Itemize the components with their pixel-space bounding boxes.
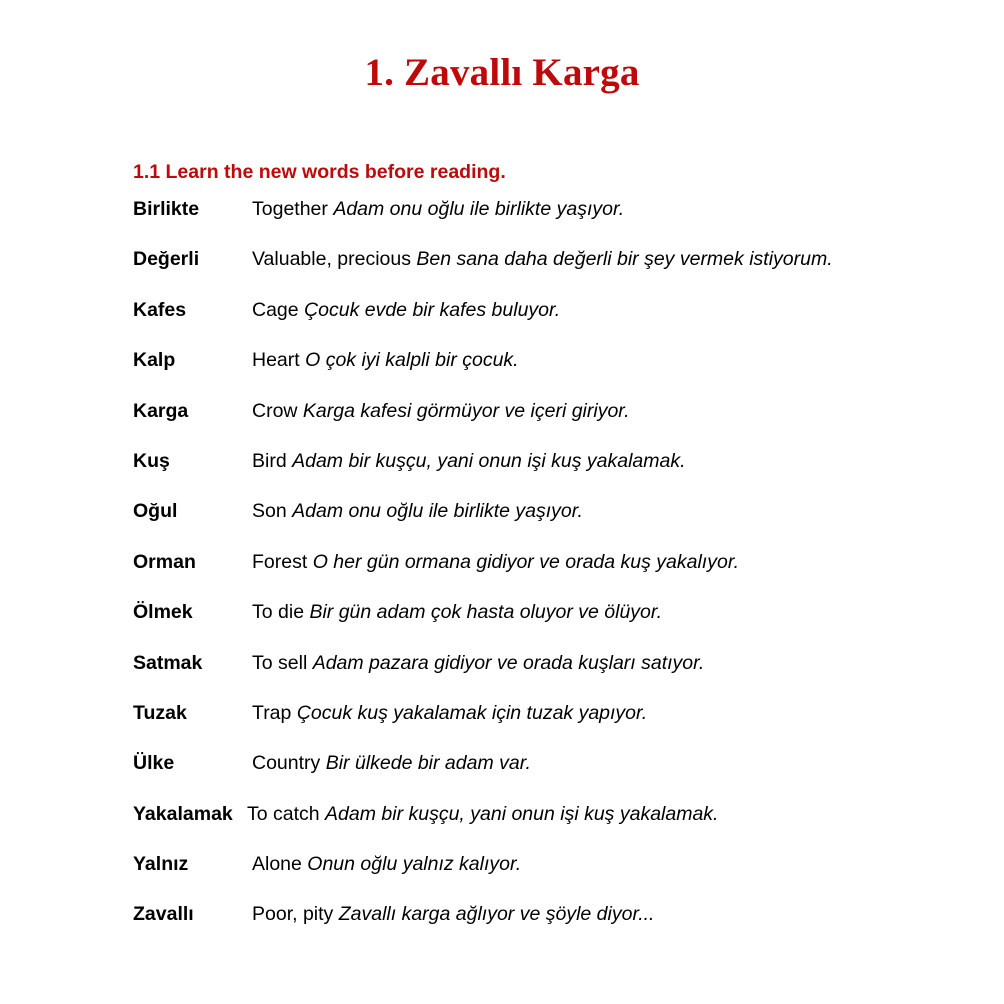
vocabulary-example-sentence: Çocuk evde bir kafes buluyor.: [304, 298, 561, 321]
vocabulary-gloss: To sell: [252, 651, 313, 674]
vocabulary-example-sentence: Adam onu oğlu ile birlikte yaşıyor.: [292, 500, 583, 523]
vocabulary-gloss: To catch: [247, 802, 326, 825]
vocabulary-example-sentence: Bir ülkede bir adam var.: [325, 752, 531, 775]
vocabulary-example-sentence: Çocuk kuş yakalamak için tuzak yapıyor.: [296, 701, 648, 724]
vocabulary-definition: [252, 549, 739, 575]
vocabulary-definition: [252, 599, 662, 625]
vocabulary-gloss: Valuable, precious: [252, 248, 417, 271]
vocabulary-row: [133, 398, 993, 448]
vocabulary-term: Orman: [133, 550, 196, 573]
vocabulary-term: Ülke: [133, 752, 175, 775]
vocabulary-example-sentence: Adam bir kuşçu, yani onun işi kuş yakalamak.: [292, 449, 686, 472]
vocabulary-term: Değerli: [133, 248, 200, 271]
vocabulary-definition: [252, 498, 583, 524]
vocabulary-term: Yalnız: [133, 853, 189, 876]
vocabulary-gloss: Crow: [252, 399, 303, 422]
vocabulary-definition: [252, 297, 560, 323]
vocabulary-definition: [252, 901, 654, 927]
vocabulary-list: [133, 196, 993, 952]
vocabulary-gloss: Alone: [252, 853, 308, 876]
vocabulary-row: [133, 599, 993, 649]
vocabulary-example-sentence: Ben sana daha değerli bir şey vermek istiyorum.: [416, 248, 833, 271]
vocabulary-term: Zavallı: [133, 903, 194, 926]
vocabulary-gloss: Bird: [252, 449, 293, 472]
vocabulary-term: Karga: [133, 399, 189, 422]
vocabulary-term: Satmak: [133, 651, 203, 674]
vocabulary-example-sentence: Adam bir kuşçu, yani onun işi kuş yakalamak.: [325, 802, 719, 825]
vocabulary-definition: [252, 448, 686, 474]
vocabulary-gloss: To die: [252, 601, 310, 624]
vocabulary-gloss: Forest: [252, 550, 313, 573]
section-heading: 1.1 Learn the new words before reading.: [133, 161, 506, 184]
vocabulary-row: [133, 448, 993, 498]
vocabulary-row: [133, 901, 993, 951]
vocabulary-row: [133, 801, 993, 851]
vocabulary-example-sentence: Adam pazara gidiyor ve orada kuşları satıyor.: [312, 651, 705, 674]
vocabulary-gloss: Together: [252, 198, 334, 220]
vocabulary-row: [133, 246, 993, 296]
vocabulary-definition: [247, 801, 718, 827]
vocabulary-term: Yakalamak: [133, 802, 233, 825]
vocabulary-gloss: Poor, pity: [252, 903, 339, 926]
vocabulary-term: Oğul: [133, 500, 178, 523]
vocabulary-gloss: Trap: [252, 701, 297, 724]
vocabulary-definition: [252, 700, 647, 726]
vocabulary-row: [133, 297, 993, 347]
page-title: 1. Zavallı Karga: [364, 51, 640, 95]
vocabulary-gloss: Country: [252, 752, 326, 775]
vocabulary-term: Tuzak: [133, 701, 187, 724]
vocabulary-term: Birlikte: [133, 198, 200, 220]
vocabulary-row: [133, 851, 993, 901]
vocabulary-term: Kalp: [133, 349, 176, 372]
vocabulary-example-sentence: Karga kafesi görmüyor ve içeri giriyor.: [302, 399, 630, 422]
vocabulary-term: Ölmek: [133, 601, 193, 624]
vocabulary-example-sentence: Onun oğlu yalnız kalıyor.: [307, 853, 522, 876]
vocabulary-definition: [252, 246, 833, 272]
vocabulary-gloss: Cage: [252, 298, 305, 321]
vocabulary-gloss: Heart: [252, 349, 306, 372]
vocabulary-definition: [252, 347, 519, 373]
vocabulary-example-sentence: O her gün ormana gidiyor ve orada kuş yakalıyor.: [312, 550, 740, 573]
vocabulary-row: [133, 549, 993, 599]
vocabulary-example-sentence: Bir gün adam çok hasta oluyor ve ölüyor.: [309, 601, 663, 624]
vocabulary-definition: [252, 650, 704, 676]
vocabulary-example-sentence: O çok iyi kalpli bir çocuk.: [305, 349, 519, 372]
vocabulary-row: [133, 750, 993, 800]
vocabulary-term: Kuş: [133, 449, 170, 472]
vocabulary-row: [133, 196, 993, 246]
vocabulary-definition: [252, 196, 624, 222]
vocabulary-example-sentence: Adam onu oğlu ile birlikte yaşıyor.: [333, 198, 625, 220]
vocabulary-gloss: Son: [252, 500, 293, 523]
vocabulary-example-sentence: Zavallı karga ağlıyor ve şöyle diyor...: [338, 903, 655, 926]
vocabulary-definition: [252, 398, 629, 424]
vocabulary-row: [133, 347, 993, 397]
vocabulary-row: [133, 650, 993, 700]
vocabulary-definition: [252, 750, 531, 776]
vocabulary-row: [133, 700, 993, 750]
vocabulary-row: [133, 498, 993, 548]
vocabulary-term: Kafes: [133, 298, 187, 321]
vocabulary-definition: [252, 851, 521, 877]
